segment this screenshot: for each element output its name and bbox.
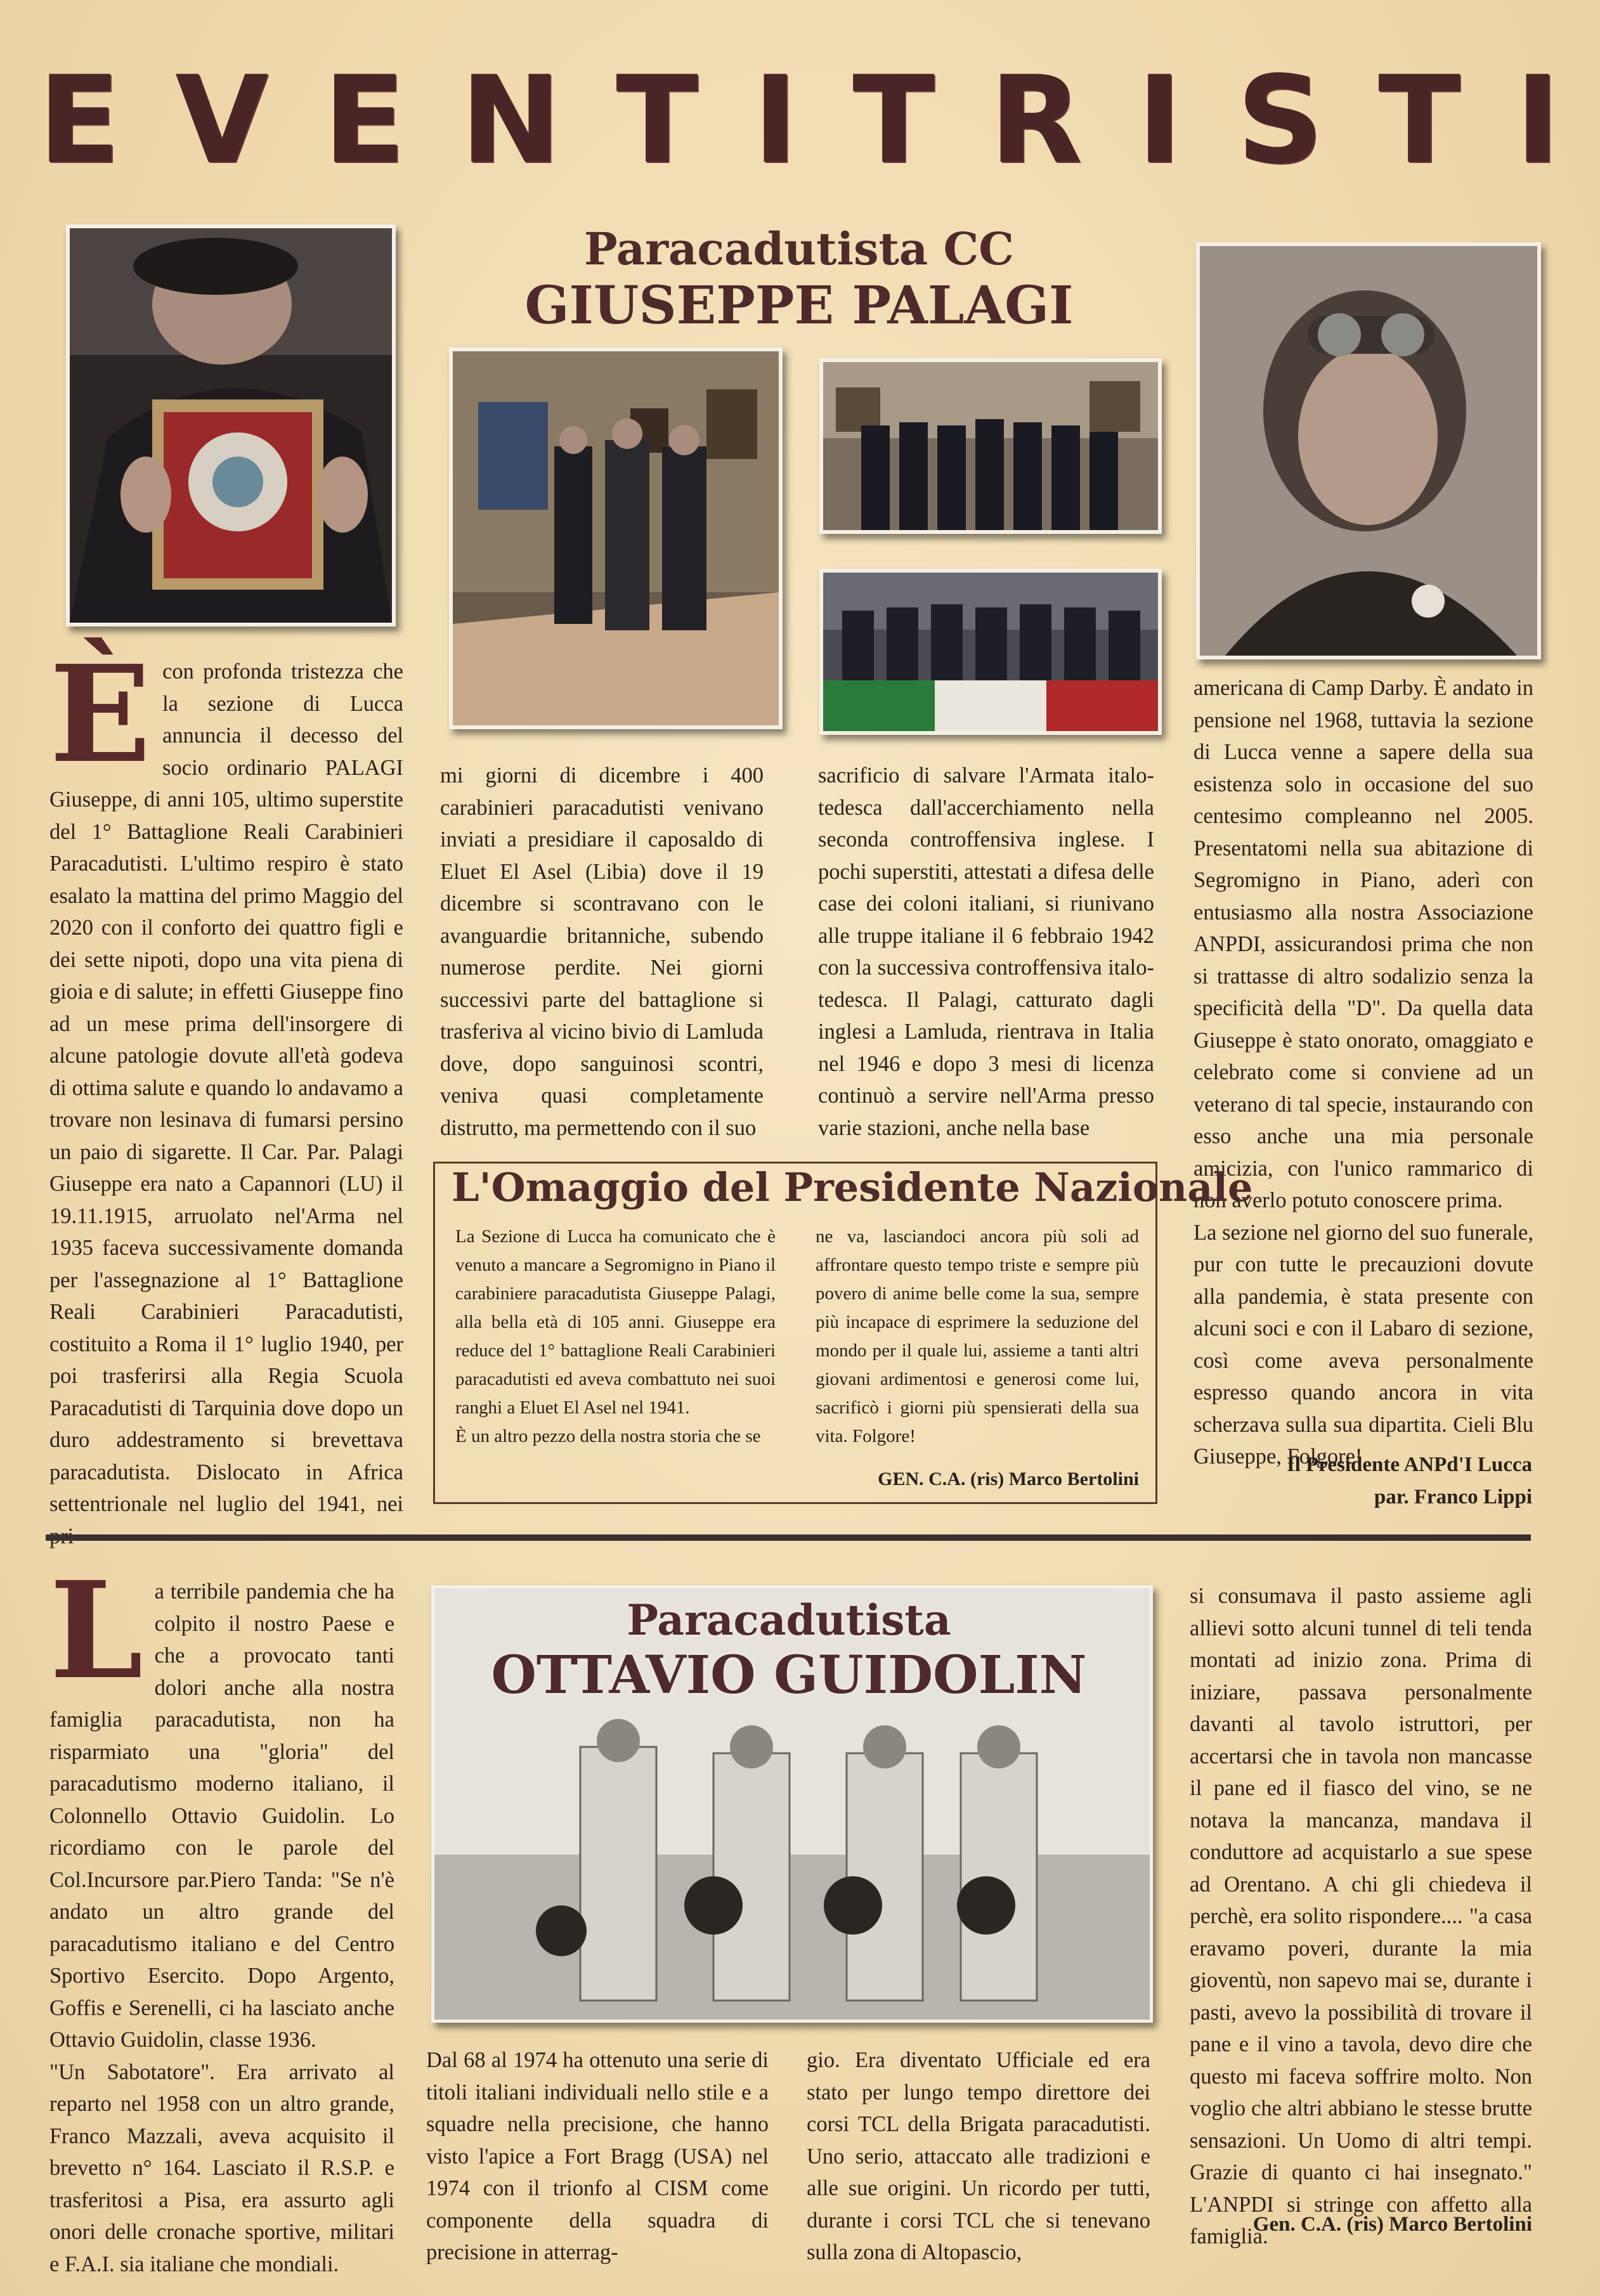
omaggio-column-2 bbox=[816, 1223, 1139, 1451]
signature-guidolin: Gen. C.A. (ris) Marco Bertolini bbox=[1252, 2213, 1532, 2236]
masthead-letter: N bbox=[460, 50, 561, 190]
signature-palagi-line1: Il Presidente ANPd'I Lucca bbox=[1286, 1453, 1532, 1476]
photo-palagi-young-pilot bbox=[1196, 242, 1541, 659]
omaggio-title: L'Omaggio del Presidente Nazionale bbox=[452, 1164, 1253, 1210]
masthead-letter: E bbox=[323, 50, 406, 190]
masthead-letter: S bbox=[1236, 50, 1324, 190]
masthead-letter: E bbox=[38, 50, 120, 190]
palagi-column-2 bbox=[440, 760, 764, 1144]
headline-guidolin bbox=[438, 1595, 1140, 1706]
photo-ceremony-table bbox=[819, 569, 1162, 735]
headline-guidolin-line1: Paracadutista bbox=[627, 1595, 951, 1645]
palagi-col2-text: mi giorni di dicembre i 400 carabinieri paracadutisti venivano inviati a presidiare il caposaldo di Eluet El Asel (Libia) dove il 19 dicembre si scontravano con le avanguardie britanniche, subendo numerose perdite. Nei giorni successivi parte del battaglione si trasferiva al vicino bivio di Lamluda dove, dopo sanguinosi scontri, veniva quasi completamente distrutto, ma permettendo con il suo bbox=[440, 763, 764, 1140]
guidolin-column-1 bbox=[49, 1552, 394, 2280]
masthead-letter: T bbox=[616, 50, 698, 190]
guidolin-col2-text: Dal 68 al 1974 ha ottenuto una serie di titoli italiani individuali nello stile e a squadre nella precisione, che hanno visto l'apice a Fort Bragg (USA) nel 1974 con il trionfo al CISM come componente della squadra di precisione in atterrag- bbox=[426, 2048, 769, 2264]
masthead-letter: I bbox=[1136, 50, 1182, 190]
masthead-title bbox=[38, 50, 1560, 190]
photo-palagi-portrait bbox=[66, 224, 396, 626]
palagi-col4b-text: La sezione nel giorno del suo funerale, pur con tutte le precauzioni dovute alla pandemia, è stata presente con alcuni soci e con il Labaro di sezione, così come aveva personalmente espresso quando ancora in vita scherzava sulla sua dipartita. Cieli Blu Giuseppe, Folgore! bbox=[1193, 1220, 1533, 1469]
headline-palagi-line1: Paracadutista CC bbox=[584, 223, 1014, 275]
headline-guidolin-line2: OTTAVIO GUIDOLIN bbox=[491, 1645, 1087, 1706]
masthead-letter: I bbox=[753, 50, 798, 190]
guidolin-column-4 bbox=[1190, 1580, 1532, 2253]
omaggio-col2-text: ne va, lasciandoci ancora più soli ad affrontare questo tempo triste e sempre più povero di anime belle come la sua, sempre più incapace di esprimere la seduzione del mondo per il quale lui, assieme a tanti altri giovani ardimentosi e generosi come lui, sacrificò i giorni più spensierati della sua vita. Folgore! bbox=[816, 1226, 1139, 1446]
omaggio-col1-text: La Sezione di Lucca ha comunicato che è venuto a mancare a Segromigno in Piano il carabiniere paracadutista Giuseppe Palagi, alla bella età di 105 anni. Giuseppe era reduce del 1° battaglione Reali Carabinieri paracadutisti ed aveva combattuto nei suoi ranghi a Eluet El Asel nel 1941. bbox=[455, 1226, 776, 1418]
headline-palagi bbox=[444, 223, 1154, 336]
signature-palagi-line2: par. Franco Lippi bbox=[1374, 1486, 1532, 1508]
guidolin-column-2 bbox=[426, 2044, 769, 2269]
photo-visit-group bbox=[449, 347, 783, 729]
masthead-letter: V bbox=[175, 50, 269, 190]
palagi-column-4 bbox=[1193, 672, 1533, 1473]
guidolin-col1b-text: "Un Sabotatore". Era arrivato al reparto nel 1958 con un altro grande, Franco Mazzali, aveva acquisito il brevetto n° 164. Lasciato il R.S.P. e trasferitosi a Pisa, era assurto agli onori delle cronache sportive, militari e F.A.I. sia italiane che mondiali. bbox=[49, 2059, 394, 2276]
guidolin-col1-text: a terribile pandemia che ha colpito il nostro Paese e che a provocato tanti dolori anche alla nostra famiglia paracadutista, non ha risparmiato una "gloria" del paracadutismo moderno italiano, il Colonnello Ottavio Guidolin. Lo ricordiamo con le parole del Col.Incursore par.Piero Tanda: "Se n'è andato un altro grande del paracadutismo italiano e del Centro Sportivo Esercito. Dopo Argento, Goffis e Serenelli, ci ha lasciato anche Ottavio Guidolin, classe 1936. bbox=[49, 1579, 394, 2052]
masthead-letter: T bbox=[1378, 50, 1460, 190]
guidolin-col4-text: si consumava il pasto assieme agli allievi sotto alcuni tunnel di teli tenda montati ad inizio zona. Prima di iniziare, passava personalmente davanti al tavolo istruttori, per accertarsi che in tavola non mancasse il pane ed il fiasco del vino, se ne notava la mancanza, mandava il conduttore ad acquistarlo a sue spese ad Orentano. A chi gli chiedeva il perchè, era solito rispondere.... "a casa eravamo poveri, durante la mia gioventù, non sapevo mai se, durante i pasti, avevo la possibilità di trovare il pane e il vino a tavola, devo dire che questo mi faceva soffrire molto. Non voglio che altri abbiano le stesse brutte sensazioni. Un Uomo di altri tempi. Grazie di quanto ci hai insegnato." L'ANPDI si stringe con affetto alla famiglia. bbox=[1190, 1584, 1532, 2248]
palagi-col3-text: sacrificio di salvare l'Armata italo-tedesca dall'accerchiamento nella seconda controffensiva inglese. I pochi superstiti, attestati a difesa delle case dei coloni italiani, si riunivano alle truppe italiane il 6 febbraio 1942 con la successiva controffensiva italo-tedesca. Il Palagi, catturato dagli inglesi a Lamluda, rientrava in Italia nel 1946 e dopo 3 mesi di licenza continuò a servire nell'Arma presso varie stazioni, anche nella base bbox=[818, 763, 1154, 1140]
palagi-column-3 bbox=[818, 760, 1154, 1144]
guidolin-col3-text: gio. Era diventato Ufficiale ed era stato per lungo tempo direttore dei corsi TCL della Brigata paracadutisti. Uno serio, attaccato alle tradizioni e alle sue origini. Un ricordo per tutti, durante i corsi TCL che si tenevano sulla zona di Altopascio, bbox=[807, 2048, 1150, 2264]
dropcap-palagi: È bbox=[49, 636, 152, 793]
headline-palagi-line2: GIUSEPPE PALAGI bbox=[524, 275, 1074, 336]
palagi-column-1 bbox=[49, 636, 403, 1552]
section-divider bbox=[46, 1534, 1531, 1541]
palagi-col4-text: americana di Camp Darby. È andato in pensione nel 1968, tuttavia la sezione di Lucca venne a sapere della sua esistenza solo in occasione del suo centesimo compleanno nel 2005. Presentatomi nella sua abitazione di Segromigno in Piano, aderì con entusiasmo alla nostra Associazione ANPDI, assicurandosi prima che non si trattasse di altro sodalizio senza la specificità della "D". Da quella data Giuseppe è stato onorato, omaggiato e celebrato come si conviene ad un veterano di tal specie, instaurando con esso anche una mia personale amicizia, con l'unico rammarico di non averlo potuto conoscere prima. bbox=[1193, 676, 1533, 1212]
palagi-col1-text: con profonda tristezza che la sezione di Lucca annuncia il decesso del socio ordinario PALAGI Giuseppe, di anni 105, ultimo superstite del 1° Battaglione Reali Carabinieri Paracadutisti. L'ultimo respiro è stato esalato la mattina del primo Maggio del 2020 con il conforto dei quattro figli e dei sette nipoti, dopo una vita piena di gioia e di salute; in effetti Giuseppe fino ad un mese prima dell'insorgere di alcune patologie dovute all'età godeva di ottima salute e quando lo andavamo a trovare non lesinava di fumarsi persino un paio di sigarette. Il Car. Par. Palagi Giuseppe era nato a Capannori (LU) il 19.11.1915, arruolato nel'Arma nel 1935 faceva successivamente domanda per l'assegnazione al 1° Battaglione Reali Carabinieri Paracadutisti, costituito a Roma il 1° luglio 1940, per poi trasferirsi alla Regia Scuola Paracadutisti di Tarquinia dove dopo un duro addestramento si brevettava paracadutista. Dislocato in Africa settentrionale nel luglio del 1941, nei bbox=[49, 659, 403, 1516]
masthead-letter: R bbox=[989, 50, 1083, 190]
omaggio-column-1 bbox=[455, 1223, 776, 1451]
guidolin-column-3 bbox=[807, 2044, 1150, 2269]
masthead-letter: T bbox=[852, 50, 935, 190]
signature-omaggio: GEN. C.A. (ris) Marco Bertolini bbox=[878, 1469, 1139, 1489]
signature-palagi bbox=[1193, 1449, 1532, 1514]
masthead-letter: I bbox=[1515, 50, 1560, 190]
omaggio-col1b-text: È un altro pezzo della nostra storia che se bbox=[455, 1426, 761, 1446]
photo-carabinieri-group bbox=[819, 358, 1162, 534]
dropcap-guidolin: L bbox=[49, 1552, 143, 1709]
